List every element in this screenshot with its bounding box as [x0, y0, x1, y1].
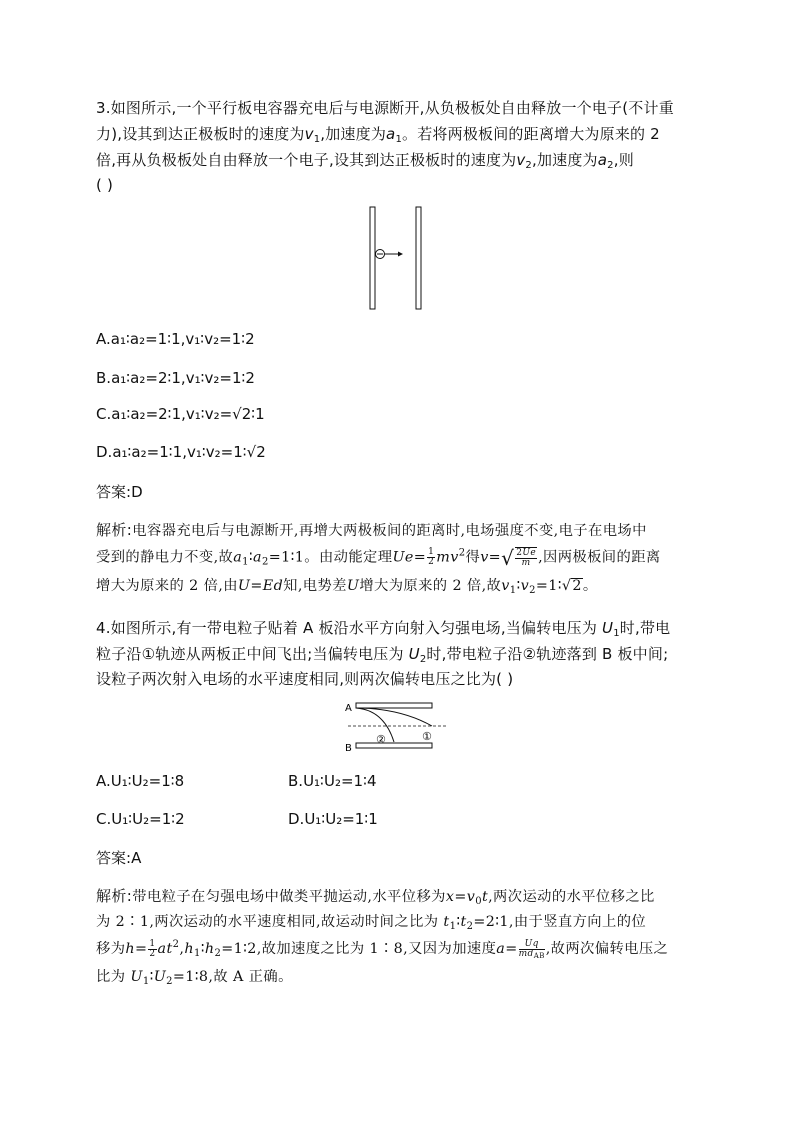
q4-option-c[interactable]: C.U₁∶U₂=1∶2 [96, 810, 185, 828]
plate-a [356, 703, 432, 708]
q4-explanation-line4: 比为 $U_1∶U_2=1∶8$,故 A 正确。 [96, 969, 293, 987]
q3-option-a[interactable]: A.a₁∶a₂=1∶1,v₁∶v₂=1∶2 [96, 330, 255, 348]
q3-explanation-line1: 解析:电容器充电后与电源断开,再增大两极板间的距离时,电场强度不变,电子在电场中 [96, 521, 647, 539]
positive-plate [416, 207, 421, 309]
q3-stem-line3: 倍,再从负极板处自由释放一个电子,设其到达正极板时的速度为$v_2$,加速度为$a_2$,则 [96, 151, 634, 171]
q3-option-c[interactable]: C.a₁∶a₂=2∶1,v₁∶v₂=√2∶1 [96, 405, 265, 423]
q4-explanation-line3: 移为h= $\frac{1}{2}$ $at^2,h_1∶h_2=1∶2$,故加速度之比为 1∶8,又因为加速度a= $\frac{Uq}{md_{AB}}$ ,故两次偏转电压之 [96, 938, 669, 960]
negative-plate [370, 207, 375, 309]
q4-option-b[interactable]: B.U₁∶U₂=1∶4 [288, 772, 377, 790]
q3-option-b[interactable]: B.a₁∶a₂=2∶1,v₁∶v₂=1∶2 [96, 369, 255, 387]
q3-answer-paren: ( ) [96, 176, 114, 194]
q4-answer: 答案:A [96, 849, 142, 867]
trajectory-1-label: ① [422, 730, 432, 743]
trajectory-2 [356, 708, 394, 742]
q3-explanation-line2: 受到的静电力不变,故$a_1∶a_2=1∶1$。由动能定理Ue= $\frac{1}{2}$ $mv^2$得v= √ $\frac{2Ue}{m}$ ,因两极板间的距离 [96, 545, 661, 570]
q4-explanation-line1: 解析:带电粒子在匀强电场中做类平抛运动,水平位移为$x=v_0t$,两次运动的水平位移之比 [96, 887, 655, 907]
q4-explanation-line2: 为 2∶1,两次运动的水平速度相同,故运动时间之比为 $t_1∶t_2=2∶1$,由于竖直方向上的位 [96, 914, 647, 932]
plate-b-label: B [345, 743, 352, 754]
plate-a-label: A [345, 703, 352, 714]
q4-deflection-figure [340, 698, 452, 756]
q3-option-d[interactable]: D.a₁∶a₂=1∶1,v₁∶v₂=1∶√2 [96, 443, 266, 461]
q4-stem-line2: 粒子沿①轨迹从两板正中间飞出;当偏转电压为 $U_2$时,带电粒子沿②轨迹落到 B 板中间; [96, 645, 669, 665]
q4-option-a[interactable]: A.U₁∶U₂=1∶8 [96, 772, 185, 790]
q4-stem-line3: 设粒子两次射入电场的水平速度相同,则两次偏转电压之比为( ) [96, 670, 514, 688]
q4-stem-line1: 4.如图所示,有一带电粒子贴着 A 板沿水平方向射入匀强电场,当偏转电压为 $U_1$时,带电 [96, 619, 671, 639]
q3-answer: 答案:D [96, 483, 143, 501]
explanation-label: 解析: [96, 887, 133, 905]
q3-capacitor-figure [360, 205, 430, 311]
q3-stem-line1: 3.如图所示,一个平行板电容器充电后与电源断开,从负极板处自由释放一个电子(不计重 [96, 99, 674, 117]
plate-b [356, 743, 432, 748]
q3-explanation-line3: 增大为原来的 2 倍,由U=Ed知,电势差U增大为原来的 2 倍,故$v_1∶v_2=1∶√2$。 [96, 578, 598, 596]
explanation-label: 解析: [96, 521, 133, 539]
q4-option-d[interactable]: D.U₁∶U₂=1∶1 [288, 810, 378, 828]
q3-stem-line2: 力),设其到达正极板时的速度为$v_1$,加速度为$a_1$。若将两极板间的距离增大为原来的 2 [96, 125, 660, 145]
trajectory-2-label: ② [376, 733, 386, 746]
